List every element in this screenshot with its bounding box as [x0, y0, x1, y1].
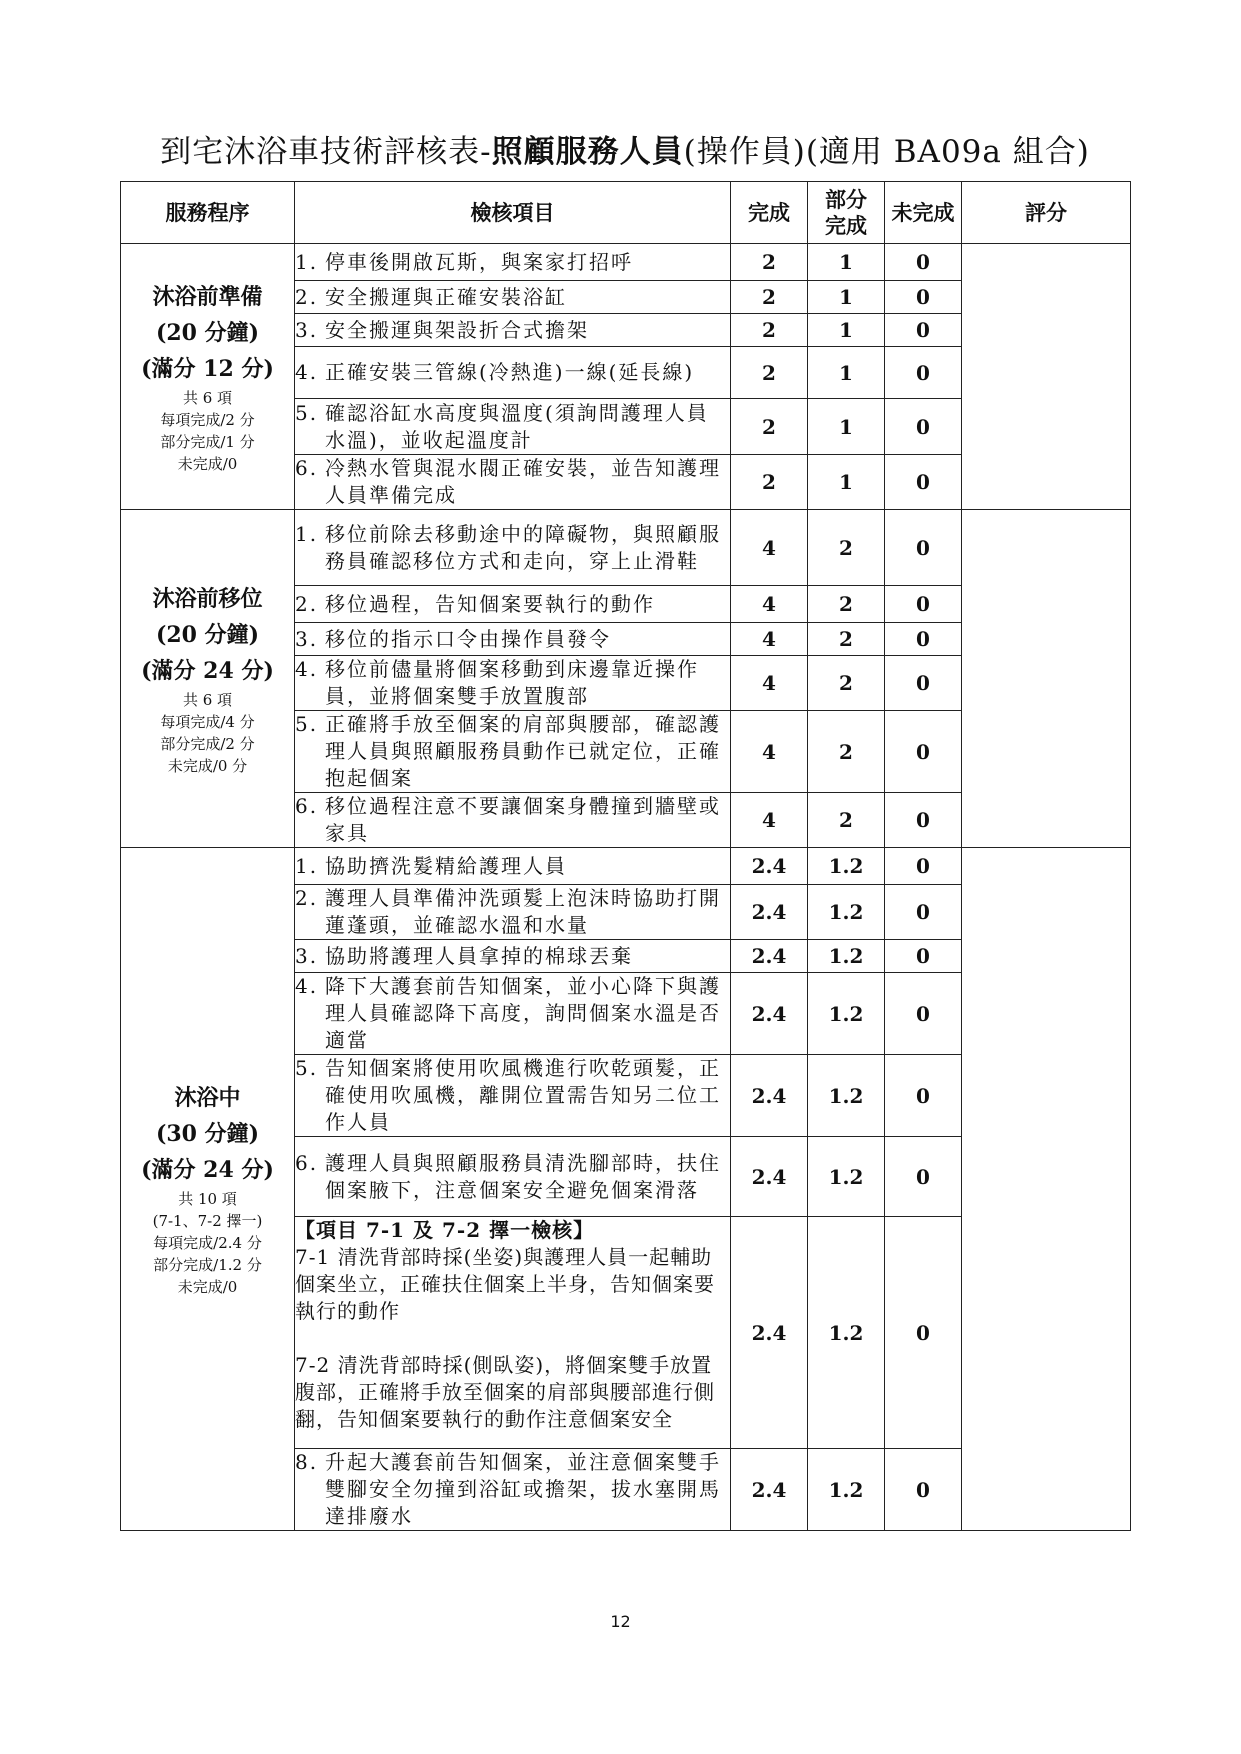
score-partial: 1.2 — [808, 973, 885, 1055]
item-line — [295, 711, 730, 792]
score-partial: 1.2 — [808, 1449, 885, 1531]
section-detail: 每項完成/2 分 — [160, 410, 255, 429]
grade-cell[interactable] — [962, 848, 1131, 1531]
score-complete: 2.4 — [731, 1217, 808, 1449]
score-incomplete: 0 — [885, 793, 962, 848]
table-row — [121, 848, 1131, 885]
grade-cell[interactable] — [962, 510, 1131, 848]
score-complete: 2 — [731, 281, 808, 314]
section-cell — [121, 848, 295, 1531]
section-duration: (30 分鐘) — [155, 1121, 260, 1147]
check-item — [295, 586, 731, 623]
item-group-header: 【項目 7-1 及 7-2 擇一檢核】 — [295, 1218, 595, 1242]
item-number: 3. — [295, 626, 319, 651]
check-item — [295, 848, 731, 885]
item-option-7-1: 7-1 清洗背部時採(坐姿)與護理人員一起輔助個案坐立，正確扶住個案上半身，告知個案要執行的動作 — [295, 1245, 715, 1323]
item-line — [295, 853, 730, 880]
score-complete: 2.4 — [731, 1449, 808, 1531]
item-option-7-2: 7-2 清洗背部時採(側臥姿)，將個案雙手放置腹部，正確將手放至個案的肩部與腰部進行側翻，告知個案要執行的動作注意個案安全 — [295, 1353, 715, 1431]
score-incomplete: 0 — [885, 885, 962, 940]
section-detail: 未完成/0 分 — [167, 756, 248, 775]
item-number: 2. — [295, 284, 319, 309]
item-spacer — [295, 1325, 730, 1352]
title-suffix: (操作員)(適用 BA09a 組合) — [683, 134, 1090, 170]
score-incomplete: 0 — [885, 399, 962, 455]
score-complete: 4 — [731, 623, 808, 656]
item-number: 3. — [295, 317, 319, 342]
item-number: 5. — [295, 712, 319, 736]
item-number: 8. — [295, 1450, 319, 1474]
score-incomplete: 0 — [885, 973, 962, 1055]
item-line — [295, 359, 730, 386]
check-item — [295, 1449, 731, 1531]
item-number: 4. — [295, 974, 319, 998]
score-partial: 1 — [808, 281, 885, 314]
item-text: 正確將手放至個案的肩部與腰部，確認護理人員與照顧服務員動作已就定位，正確抱起個案 — [325, 712, 721, 790]
score-complete: 4 — [731, 711, 808, 793]
item-text: 移位過程，告知個案要執行的動作 — [325, 591, 655, 616]
score-complete: 2.4 — [731, 1137, 808, 1217]
grade-cell[interactable] — [962, 244, 1131, 510]
score-incomplete: 0 — [885, 455, 962, 510]
item-text: 告知個案將使用吹風機進行吹乾頭髮，正確使用吹風機，離開位置需告知另二位工作人員 — [325, 1056, 721, 1134]
section-detail: 共 6 項 — [182, 690, 233, 709]
score-partial: 1 — [808, 347, 885, 399]
item-text: 安全搬運與架設折合式擔架 — [325, 317, 589, 342]
item-line — [295, 885, 730, 939]
score-complete: 4 — [731, 793, 808, 848]
item-line — [295, 455, 730, 509]
score-partial: 2 — [808, 711, 885, 793]
item-line — [295, 1055, 730, 1136]
check-item — [295, 510, 731, 586]
header-complete: 完成 — [731, 182, 808, 244]
title-prefix: 到宅沐浴車技術評核表- — [160, 134, 492, 170]
item-number: 4. — [295, 360, 319, 384]
score-incomplete: 0 — [885, 1449, 962, 1531]
check-item — [295, 1055, 731, 1137]
score-incomplete: 0 — [885, 1217, 962, 1449]
score-incomplete: 0 — [885, 510, 962, 586]
score-complete: 2 — [731, 347, 808, 399]
section-cell — [121, 510, 295, 848]
header-partial — [808, 182, 885, 244]
score-incomplete: 0 — [885, 848, 962, 885]
score-incomplete: 0 — [885, 656, 962, 711]
item-line — [295, 284, 730, 311]
section-detail: 未完成/0 — [177, 1278, 238, 1296]
score-complete: 2 — [731, 455, 808, 510]
score-incomplete: 0 — [885, 244, 962, 281]
header-incomplete: 未完成 — [885, 182, 962, 244]
title-bold: 照顧服務人員 — [491, 134, 684, 170]
check-item — [295, 940, 731, 973]
score-incomplete: 0 — [885, 314, 962, 347]
score-incomplete: 0 — [885, 1055, 962, 1137]
item-line — [295, 591, 730, 618]
item-text: 移位的指示口令由操作員發令 — [325, 626, 611, 651]
check-item — [295, 623, 731, 656]
score-partial: 1 — [808, 314, 885, 347]
item-number: 1. — [295, 853, 319, 878]
check-item — [295, 244, 731, 281]
item-line — [295, 317, 730, 344]
score-partial: 1 — [808, 244, 885, 281]
item-text: 升起大護套前告知個案，並注意個案雙手雙腳安全勿撞到浴缸或擔架，拔水塞開馬達排廢水 — [325, 1450, 721, 1528]
item-number: 6. — [295, 794, 319, 818]
score-incomplete: 0 — [885, 711, 962, 793]
item-number: 6. — [295, 456, 319, 480]
section-detail: 未完成/0 — [177, 454, 238, 473]
item-number: 2. — [295, 886, 319, 910]
item-text: 護理人員準備沖洗頭髮上泡沫時協助打開蓮蓬頭，並確認水溫和水量 — [325, 886, 721, 937]
header-procedure: 服務程序 — [121, 182, 295, 244]
score-complete: 2.4 — [731, 1055, 808, 1137]
item-line — [295, 1150, 730, 1204]
score-partial: 1.2 — [808, 940, 885, 973]
item-line — [295, 626, 730, 653]
item-number: 1. — [295, 249, 319, 274]
item-text: 冷熱水管與混水閥正確安裝，並告知護理人員準備完成 — [325, 456, 721, 507]
item-line — [295, 793, 730, 847]
section-detail: (7-1、7-2 擇一) — [152, 1212, 263, 1230]
item-text: 協助將護理人員拿掉的棉球丟棄 — [325, 943, 633, 968]
table-row — [121, 510, 1131, 586]
section-full-score: (滿分 24 分) — [141, 657, 274, 684]
item-line — [295, 521, 730, 575]
item-text: 護理人員與照顧服務員清洗腳部時，扶住個案腋下，注意個案安全避免個案滑落 — [325, 1150, 721, 1202]
section-detail: 每項完成/4 分 — [160, 712, 255, 731]
score-partial: 2 — [808, 586, 885, 623]
check-item — [295, 1137, 731, 1217]
section-detail: 共 10 項 — [178, 1190, 237, 1208]
score-partial: 2 — [808, 510, 885, 586]
section-name: 沐浴中 — [174, 1085, 241, 1111]
score-partial: 2 — [808, 656, 885, 711]
section-full-score: (滿分 12 分) — [141, 355, 274, 382]
item-text: 停車後開啟瓦斯，與案家打招呼 — [325, 249, 633, 274]
item-number: 2. — [295, 591, 319, 616]
check-item — [295, 1217, 731, 1449]
page-number: 12 — [610, 1612, 631, 1631]
item-number: 5. — [295, 1056, 319, 1080]
score-partial: 1.2 — [808, 885, 885, 940]
page-title — [120, 126, 1130, 171]
score-complete: 2 — [731, 399, 808, 455]
score-complete: 2 — [731, 244, 808, 281]
score-partial: 1.2 — [808, 1137, 885, 1217]
item-number: 5. — [295, 400, 319, 425]
score-incomplete: 0 — [885, 586, 962, 623]
section-detail: 共 6 項 — [182, 388, 233, 407]
item-text: 移位過程注意不要讓個案身體撞到牆壁或家具 — [325, 794, 721, 845]
section-duration: (20 分鐘) — [155, 621, 260, 648]
score-partial: 1.2 — [808, 848, 885, 885]
score-complete: 4 — [731, 586, 808, 623]
header-partial-label: 部分完成 — [825, 186, 867, 238]
score-partial: 1.2 — [808, 1055, 885, 1137]
section-detail: 部分完成/1.2 分 — [153, 1256, 262, 1274]
score-partial: 2 — [808, 623, 885, 656]
score-complete: 4 — [731, 510, 808, 586]
item-text: 安全搬運與正確安裝浴缸 — [325, 284, 567, 309]
score-complete: 2 — [731, 314, 808, 347]
item-text: 移位前除去移動途中的障礙物，與照顧服務員確認移位方式和走向，穿上止滑鞋 — [325, 521, 721, 573]
item-text: 協助擠洗髮精給護理人員 — [325, 853, 567, 878]
score-partial: 2 — [808, 793, 885, 848]
section-detail: 部分完成/1 分 — [160, 432, 255, 451]
score-complete: 2.4 — [731, 940, 808, 973]
score-partial: 1 — [808, 399, 885, 455]
section-full-score: (滿分 24 分) — [141, 1157, 274, 1183]
score-complete: 4 — [731, 656, 808, 711]
score-incomplete: 0 — [885, 1137, 962, 1217]
table-header-row — [121, 182, 1131, 244]
score-complete: 2.4 — [731, 885, 808, 940]
check-item — [295, 347, 731, 399]
score-partial: 1.2 — [808, 1217, 885, 1449]
check-item — [295, 711, 731, 793]
check-item — [295, 885, 731, 940]
section-name: 沐浴前準備 — [152, 283, 263, 310]
score-incomplete: 0 — [885, 623, 962, 656]
item-line — [295, 249, 730, 276]
check-item — [295, 314, 731, 347]
check-item — [295, 793, 731, 848]
item-number: 3. — [295, 943, 319, 968]
header-item: 檢核項目 — [295, 182, 731, 244]
check-item — [295, 281, 731, 314]
check-item — [295, 455, 731, 510]
score-complete: 2.4 — [731, 848, 808, 885]
item-text: 移位前儘量將個案移動到床邊靠近操作員，並將個案雙手放置腹部 — [325, 657, 699, 708]
score-partial: 1 — [808, 455, 885, 510]
header-grade: 評分 — [962, 182, 1131, 244]
item-text: 正確安裝三管線(冷熱進)一線(延長線) — [325, 360, 695, 384]
section-name: 沐浴前移位 — [152, 585, 263, 612]
score-incomplete: 0 — [885, 940, 962, 973]
table-row — [121, 244, 1131, 281]
score-incomplete: 0 — [885, 281, 962, 314]
item-line — [295, 400, 730, 454]
check-item — [295, 399, 731, 455]
score-incomplete: 0 — [885, 347, 962, 399]
item-text: 確認浴缸水高度與溫度(須詢問護理人員水溫)，並收起溫度計 — [325, 400, 709, 452]
item-line — [295, 973, 730, 1054]
item-line — [295, 656, 730, 710]
section-cell — [121, 244, 295, 510]
section-duration: (20 分鐘) — [155, 319, 260, 346]
section-detail: 部分完成/2 分 — [160, 734, 255, 753]
item-line — [295, 1449, 730, 1530]
item-text: 降下大護套前告知個案，並小心降下與護理人員確認降下高度，詢問個案水溫是否適當 — [325, 974, 721, 1052]
check-item — [295, 656, 731, 711]
evaluation-table — [120, 181, 1131, 1531]
item-number: 4. — [295, 657, 319, 681]
section-detail: 每項完成/2.4 分 — [153, 1234, 262, 1252]
item-line — [295, 943, 730, 970]
item-number: 1. — [295, 521, 319, 546]
check-item — [295, 973, 731, 1055]
score-complete: 2.4 — [731, 973, 808, 1055]
item-number: 6. — [295, 1150, 319, 1175]
